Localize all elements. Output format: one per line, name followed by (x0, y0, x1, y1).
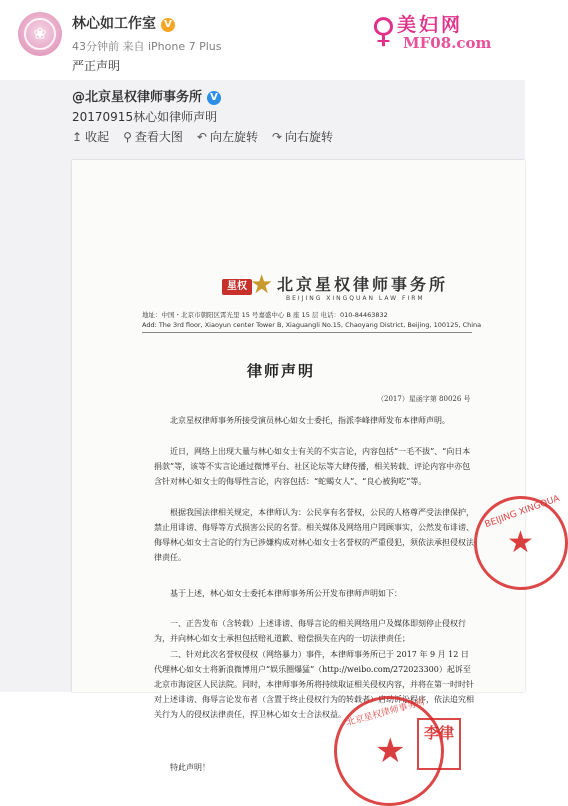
seal-star-icon: ★ (507, 525, 534, 560)
view-large-label: 查看大图 (134, 130, 183, 144)
rotate-right-icon: ↷ (271, 129, 283, 144)
repost-text: 20170915林心如律师声明 (72, 110, 218, 124)
image-toolbar (72, 128, 333, 145)
magnifier-icon: ⚲ (123, 129, 132, 144)
statement-document-image[interactable] (72, 160, 562, 772)
collapse-arrow-icon: ↥ (72, 129, 83, 144)
firm-logo-star-icon: ★ (250, 270, 274, 300)
letterhead-divider (142, 332, 472, 333)
lawyer-signature-stamp: 李律 (417, 718, 461, 770)
site-watermark (371, 8, 511, 56)
document-ref-number: （2017）星函字第 80026 号 (377, 395, 471, 403)
rotate-left-button[interactable] (197, 128, 258, 145)
rotate-right-label: 向右旋转 (285, 130, 334, 144)
weibo-post (0, 0, 525, 80)
document-paragraph: 根据我国法律相关规定，本律师认为：公民享有名誉权，公民的人格尊严受法律保护，禁止用诽谤、侮辱等方式损害公民的名誉。相关媒体及网络用户罔顾事实，公然发布诽谤、侮辱林心如女士言论的行为已涉嫌构成对林心如女士名誉权的严重侵犯，须依法承担侵权法律责任。 (154, 508, 474, 562)
avatar-flower-icon: ❀ (33, 24, 47, 43)
post-text: 严正声明 (72, 59, 121, 73)
seal-right-text: BEIJING XINGQUA (483, 493, 562, 531)
document-paragraph: 基于上述，林心如女士委托本律师事务所公开发布律师声明如下： (170, 589, 402, 598)
document-paragraph: 北京星权律师事务所接受演员林心如女士委托，指派李峰律师发布本律师声明。 (170, 416, 450, 425)
collapse-label: 收起 (85, 130, 110, 144)
document-paragraph: 二、针对此次名誉权侵权（网络暴力）事件，本律师事务所已于 2017 年 9 月 12 日代理林心如女士将新浪微博用户“娱乐圈爆猛”（http://weibo.com/272023300）起诉至北京市海淀区人民法院。同时，本律师事务所将持续取证相关侵权内容，并将在第一时时针对上述诽谤、侮辱言论发布者（含置于终止侵权行为的转载者）启动诉讼程序，依法追究相关行为人的侵权法律责任，捍卫林心如女士合法权益。 (154, 650, 474, 719)
repost-author-name[interactable]: @北京星权律师事务所 (72, 90, 203, 105)
author-avatar[interactable] (18, 12, 62, 56)
document-paragraph: 一、正告发布（含转载）上述诽谤、侮辱言论的相关网络用户及媒体即刻停止侵权行为，并向林心如女士承担包括赔礼道歉、赔偿损失在内的一切法律责任； (154, 619, 466, 643)
verified-gold-icon: V (161, 18, 175, 32)
firm-name-en: BEIJING XINGQUAN LAW FIRM (286, 295, 425, 302)
watermark-en: MF08.com (403, 34, 492, 52)
firm-name: 北京星权律师事务所 (277, 275, 449, 294)
post-author[interactable] (72, 13, 175, 33)
document-paragraph: 特此声明！ (170, 763, 210, 772)
collapse-button[interactable] (72, 128, 109, 145)
watermark-cn: 美妇网 (397, 14, 464, 36)
red-seal-right (474, 493, 568, 590)
seal-bottom-text: 北京星权律师事务所 (345, 697, 427, 729)
seal-star-icon: ★ (375, 731, 406, 771)
rotate-left-icon: ↶ (196, 129, 207, 144)
document-title: 律师声明 (247, 362, 316, 380)
post-meta: 43分钟前 来自 iPhone 7 Plus (72, 40, 222, 53)
repost-author[interactable] (72, 86, 221, 105)
document-paragraph: 近日，网络上出现大量与林心如女士有关的不实言论，内容包括“一毛不拔”、“向日本捐款”等，该等不实言论通过微博平台、社区论坛等大肆传播，相关转载、评论内容中亦包含针对林心如女士的侮辱性言论，内容包括：“蛇蝎女人”、“良心被狗吃”等。 (154, 447, 471, 486)
rotate-left-label: 向左旋转 (209, 130, 258, 144)
firm-address-en: Add: The 3rd floor, Xiaoyun center Tower B, Xiaguangli No.15, Chaoyang District, Beijing, 100125, China (142, 321, 482, 329)
verified-blue-icon: V (207, 91, 221, 105)
post-author-name[interactable]: 林心如工作室 (72, 16, 156, 32)
rotate-right-button[interactable] (272, 128, 333, 145)
view-large-button[interactable] (123, 128, 183, 145)
repost-container (0, 80, 562, 772)
firm-address-cn: 地址：中国・北京市朝阳区霄光里 15 号嘉盛中心 B 座 15 层 电话：010-84463832 (142, 311, 388, 319)
firm-logo-mark: 星权 (222, 279, 252, 295)
watermark-figure-icon: ♀ (371, 11, 396, 51)
